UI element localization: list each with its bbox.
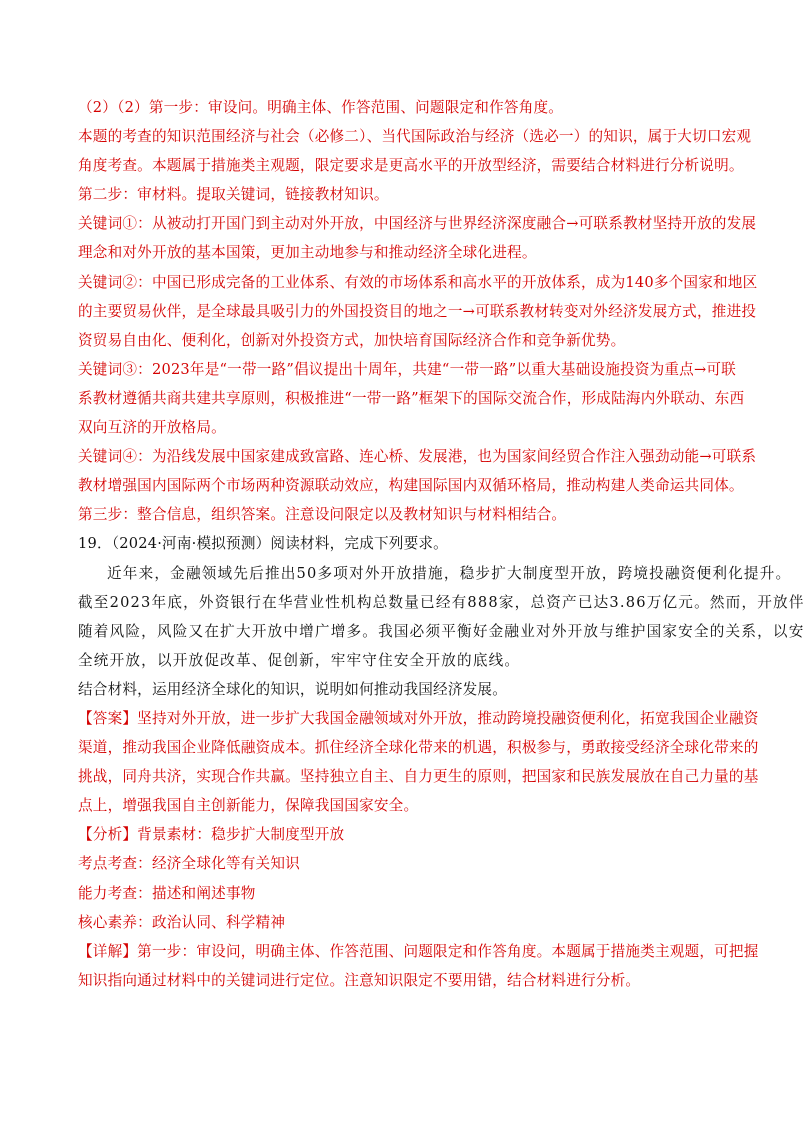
material-line: 截至2023年底，外资银行在华营业性机构总数量已经有888家，总资产已达3.86万亿元。然而，开放伴 bbox=[78, 593, 805, 611]
detail-line: 【详解】第一步：审设问，明确主体、作答范围、问题限定和作答角度。本题属于措施类主观题，可把握 bbox=[78, 942, 759, 960]
question-heading: 19．（2024·河南·模拟预测）阅读材料，完成下列要求。 bbox=[78, 535, 448, 553]
analysis-line: 【分析】背景素材：稳步扩大制度型开放 bbox=[78, 826, 345, 844]
text-line: 教材增强国内国际两个市场两种资源联动效应，构建国际国内双循环格局，推动构建人类命运共同体。 bbox=[78, 477, 744, 495]
analysis-line: 核心素养：政治认同、科学精神 bbox=[78, 913, 286, 931]
question-prompt: 结合材料，运用经济全球化的知识，说明如何推动我国经济发展。 bbox=[78, 680, 508, 698]
text-line: 本题的考查的知识范围经济与社会（必修二）、当代国际政治与经济（选必一）的知识，属于大切口宏观 bbox=[78, 128, 752, 146]
answer-line: 挑战，同舟共济，实现合作共赢。坚持独立自主、自力更生的原则，把国家和民族发展放在自己力量的基 bbox=[78, 768, 759, 786]
text-line: 双向互济的开放格局。 bbox=[78, 419, 226, 437]
answer-line: 渠道，推动我国企业降低融资成本。抓住经济全球化带来的机遇，积极参与，勇敢接受经济全球化带来的 bbox=[78, 739, 759, 757]
text-line: （2）（2）第一步：审设问。明确主体、作答范围、问题限定和作答角度。 bbox=[78, 99, 564, 116]
text-line: 第二步：审材料。提取关键词，链接教材知识。 bbox=[78, 186, 389, 204]
text-line: 第三步：整合信息，组织答案。注意设问限定以及教材知识与材料相结合。 bbox=[78, 506, 567, 524]
analysis-line: 考点考查：经济全球化等有关知识 bbox=[78, 855, 300, 873]
text-line: 资贸易自由化、便利化，创新对外投资方式，加快培育国际经济合作和竞争新优势。 bbox=[78, 331, 626, 349]
text-line: 理念和对外开放的基本国策，更加主动地参与和推动经济全球化进程。 bbox=[78, 244, 537, 262]
answer-line: 点上，增强我国自主创新能力，保障我国国家安全。 bbox=[78, 797, 419, 815]
text-line: 关键词④：为沿线发展中国家建成致富路、连心桥、发展港，也为国家间经贸合作注入强劲动能→可联系 bbox=[78, 448, 757, 466]
analysis-line: 能力考查：描述和阐述事物 bbox=[78, 884, 256, 902]
material-line: 全统开放，以开放促改革、促创新，牢牢守住安全开放的底线。 bbox=[78, 651, 521, 669]
text-line: 关键词③：2023年是“一带一路”倡议提出十周年，共建“一带一路”以重大基础设施投资为重点→可联 bbox=[78, 360, 736, 378]
text-line: 的主要贸易伙伴，是全球最具吸引力的外国投资目的地之一→可联系教材转变对外经济发展方式，推进投 bbox=[78, 302, 757, 320]
text-line: 角度考查。本题属于措施类主观题，限定要求是更高水平的开放型经济，需要结合材料进行分析说明。 bbox=[78, 157, 744, 175]
material-line: 随着风险，风险又在扩大开放中增广增多。我国必须平衡好金融业对外开放与维护国家安全的关系，以安 bbox=[78, 622, 805, 640]
answer-line: 【答案】坚持对外开放，进一步扩大我国金融领域对外开放，推动跨境投融资便利化，拓宽我国企业融资 bbox=[78, 709, 759, 727]
answer-text-body bbox=[78, 93, 805, 995]
text-line: 关键词①：从被动打开国门到主动对外开放，中国经济与世界经济深度融合→可联系教材坚持开放的发展 bbox=[78, 215, 757, 233]
detail-line: 知识指向通过材料中的关键词进行定位。注意知识限定不要用错，结合材料进行分析。 bbox=[78, 971, 641, 989]
text-line: 系教材遵循共商共建共享原则，积极推进“一带一路”框架下的国际交流合作，形成陆海内外联动、东西 bbox=[78, 389, 745, 407]
text-line: 关键词②：中国已形成完备的工业体系、有效的市场体系和高水平的开放体系，成为140多个国家和地区 bbox=[78, 273, 758, 291]
material-line: 近年来，金融领域先后推出50多项对外开放措施，稳步扩大制度型开放，跨境投融资便利化提升。 bbox=[107, 564, 792, 582]
